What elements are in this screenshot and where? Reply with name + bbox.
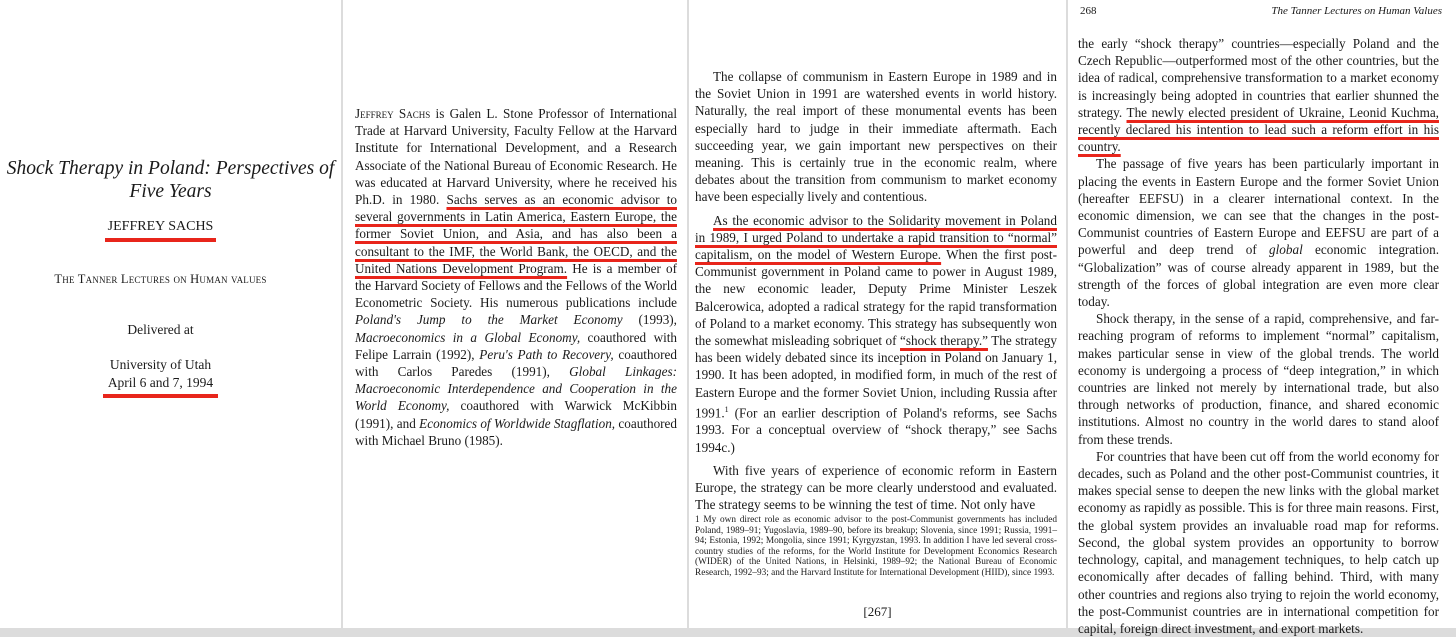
author-name	[0, 219, 321, 235]
bio-text-5: coauthored with Carlos Paredes (1991),	[355, 346, 677, 380]
paragraph: With five years of experience of economic reform in Eastern Europe, the strategy can be more clearly understood and evaluated. The strategy seems to be winning the test of time. Not only have	[695, 462, 1057, 513]
lecture-title: Shock Therapy in Poland: Perspectives of Five Years	[6, 158, 335, 202]
page-number: [267]	[863, 604, 892, 619]
date-underlined: April 6 and 7, 1994	[103, 375, 218, 398]
bio-text-2: He is a member of the Harvard Society of Fellows and the Fellows of the World Econometric Society. His numerous publications include	[355, 260, 677, 311]
bio-name-first: Jeffrey	[355, 106, 394, 121]
bio-name-last: Sachs	[398, 106, 431, 121]
book-title-4: Global Linkages: Macroeconomic Interdependence and Cooperation in the World Economy,	[355, 364, 677, 414]
text-span: the early “shock therapy” countries—especially Poland and the Czech Republic—outperformed most of the other countries, but the idea of radical, comprehensive transformation to a market economy is increasingly being adopted in countries that earlier shunned the strategy.	[1078, 36, 1439, 120]
advisor-highlight: As the economic advisor to the Solidarity movement in Poland in 1989, I urged Poland to undertake a rapid transition to “normal” capitalism, on the model of Western Europe.	[695, 212, 1057, 263]
bio-text-3: (1993),	[622, 312, 677, 328]
delivered-label: Delivered at	[127, 322, 194, 337]
shock-therapy-highlight: “shock therapy.”	[900, 333, 988, 349]
book-title-1: Poland's Jump to the Market Economy	[355, 312, 623, 328]
title-page	[0, 0, 341, 628]
footnote-marker[interactable]: 1	[724, 404, 729, 414]
paragraph	[1078, 35, 1439, 155]
bio-text-6: coauthored with Warwick McKibbin (1991), and	[355, 398, 677, 431]
page-268	[1068, 0, 1456, 636]
running-head: The Tanner Lectures on Human Values	[1271, 5, 1442, 17]
paragraph	[1078, 155, 1439, 310]
author-bio	[355, 105, 677, 449]
author-underlined: JEFFREY SACHS	[105, 219, 217, 242]
emphasis-global: global	[1269, 242, 1303, 258]
paragraph: The collapse of communism in Eastern Europe in 1989 and in the Soviet Union in 1991 are watershed events in world history. Naturally, the real import of these monumental events has been especially hard to judge in their immediate aftermath. Each succeeding year, we gain important new perspectives on their meaning. This is certainly true in the economic realm, where debates about the transition from communism to market economy have been especially lively and contentious.	[695, 69, 1057, 205]
paragraph: For countries that have been cut off from the world economy for decades, such as Poland and the other post-Communist countries, it makes special sense to deepen the new links with the global market economy as rapidly as possible. This is for three main reasons. First, the global system provides an invaluable road map for reforms. Second, the global system provides an opportunity to borrow technology, capital, and management techniques, to help catch up economically after decades of falling behind. Third, with many other countries and regions also trying to rejoin the world economy, the post-Communist countries are in international competition for capital, foreign direct investment, and export markets.	[1078, 448, 1439, 636]
bio-text-7: coauthored with Michael Bruno (1985).	[355, 415, 678, 448]
bio-text-1: is Galen L. Stone Professor of International Trade at Harvard University, Faculty Fellow at the Harvard Institute for International Development, and a Research Associate of the National Bureau of Economic Research. He was educated at Harvard University, where he received his Ph.D. in 1980.	[355, 106, 677, 208]
series-name: The Tanner Lectures on Human values	[54, 272, 267, 286]
bio-highlight: Sachs serves as an economic advisor to several governments in Latin America, Eastern Europe, the former Soviet Union, and Asia, and has also been a consultant to the IMF, the World Bank, the OECD, and the United Nations Development Program.	[355, 192, 677, 276]
page-number: 268	[1080, 5, 1097, 17]
text-span: economic integration. “Globalization” was of course already apparent in 1989, but the strength of the forces of global integration are even more clear today.	[1078, 242, 1439, 310]
footnote: 1 My own direct role as economic advisor to the post-Communist governments has included Poland, 1989–91; Yugoslavia, 1989–90, before its breakup; Slovenia, since 1991; Russia, 1991–94; Estonia, 1992; Mongolia, since 1991; Kyrgyzstan, 1993. In addition I have led several cross-country studies of the reforms, for the World Institute for Development Economics Research (WIDER) of the United Nations, in Helsinki, 1989–92; the National Bureau of Economic Research, 1992–93; and the Harvard Institute for International Development (HIID), since 1993.	[695, 515, 1057, 578]
venue: University of Utah	[109, 357, 212, 372]
text-span: When the first post-Communist government in Poland came to power in August 1989, the new economic leader, Deputy Prime Minister Leszek Balcerowica, adopted a radical strategy for the rapid transformation of Poland to a market economy. This strategy has subsequently won the somewhat misleading sobriquet of	[695, 247, 1057, 349]
ukraine-highlight: The newly elected president of Ukraine, Leonid Kuchma, recently declared his intention to lead such a reform effort in his country.	[1078, 104, 1439, 155]
text-span: (For an earlier description of Poland's reforms, see Sachs 1993. For a conceptual overview of “shock therapy,” see Sachs 1994c.)	[695, 405, 1057, 455]
text-span: The strategy has been widely debated since its inception in Poland on January 1, 1990. It has been adopted, in modified form, in much of the rest of Eastern Europe and the former Soviet Union, including Russia after 1991.	[695, 333, 1057, 421]
bio-page	[343, 0, 687, 628]
book-title-3: Peru's Path to Recovery,	[479, 346, 614, 362]
lecture-date	[0, 375, 321, 391]
book-title-5: Economics of Worldwide Stagflation,	[419, 415, 616, 431]
page-267	[689, 0, 1066, 628]
page-268-body	[1078, 35, 1439, 637]
paragraph	[695, 212, 1057, 456]
page-267-body	[695, 68, 1057, 513]
text-span: The passage of five years has been particularly important in placing the events in Eastern Europe and the former Soviet Union (hereafter EEFSU) in a clearer international context. In the economic dimension, we can see that the changes in the post-Communist countries of Eastern Europe and EEFSU are part of a powerful and deep trend of	[1078, 156, 1439, 258]
bio-text-4: coauthored with Felipe Larrain (1992),	[355, 329, 678, 362]
paragraph: Shock therapy, in the sense of a rapid, comprehensive, and far-reaching program of reforms to implement “normal” capitalism, makes particular sense in view of the global trends. The world economy is undergoing a process of “deep integration,” in which countries are linked not merely by international trade, but also through networks of production, finance, and shared economic institutions. Almost no country in the world dares to stand aloof from these trends.	[1078, 311, 1439, 447]
book-title-2: Macroeconomics in a Global Economy,	[355, 329, 581, 345]
